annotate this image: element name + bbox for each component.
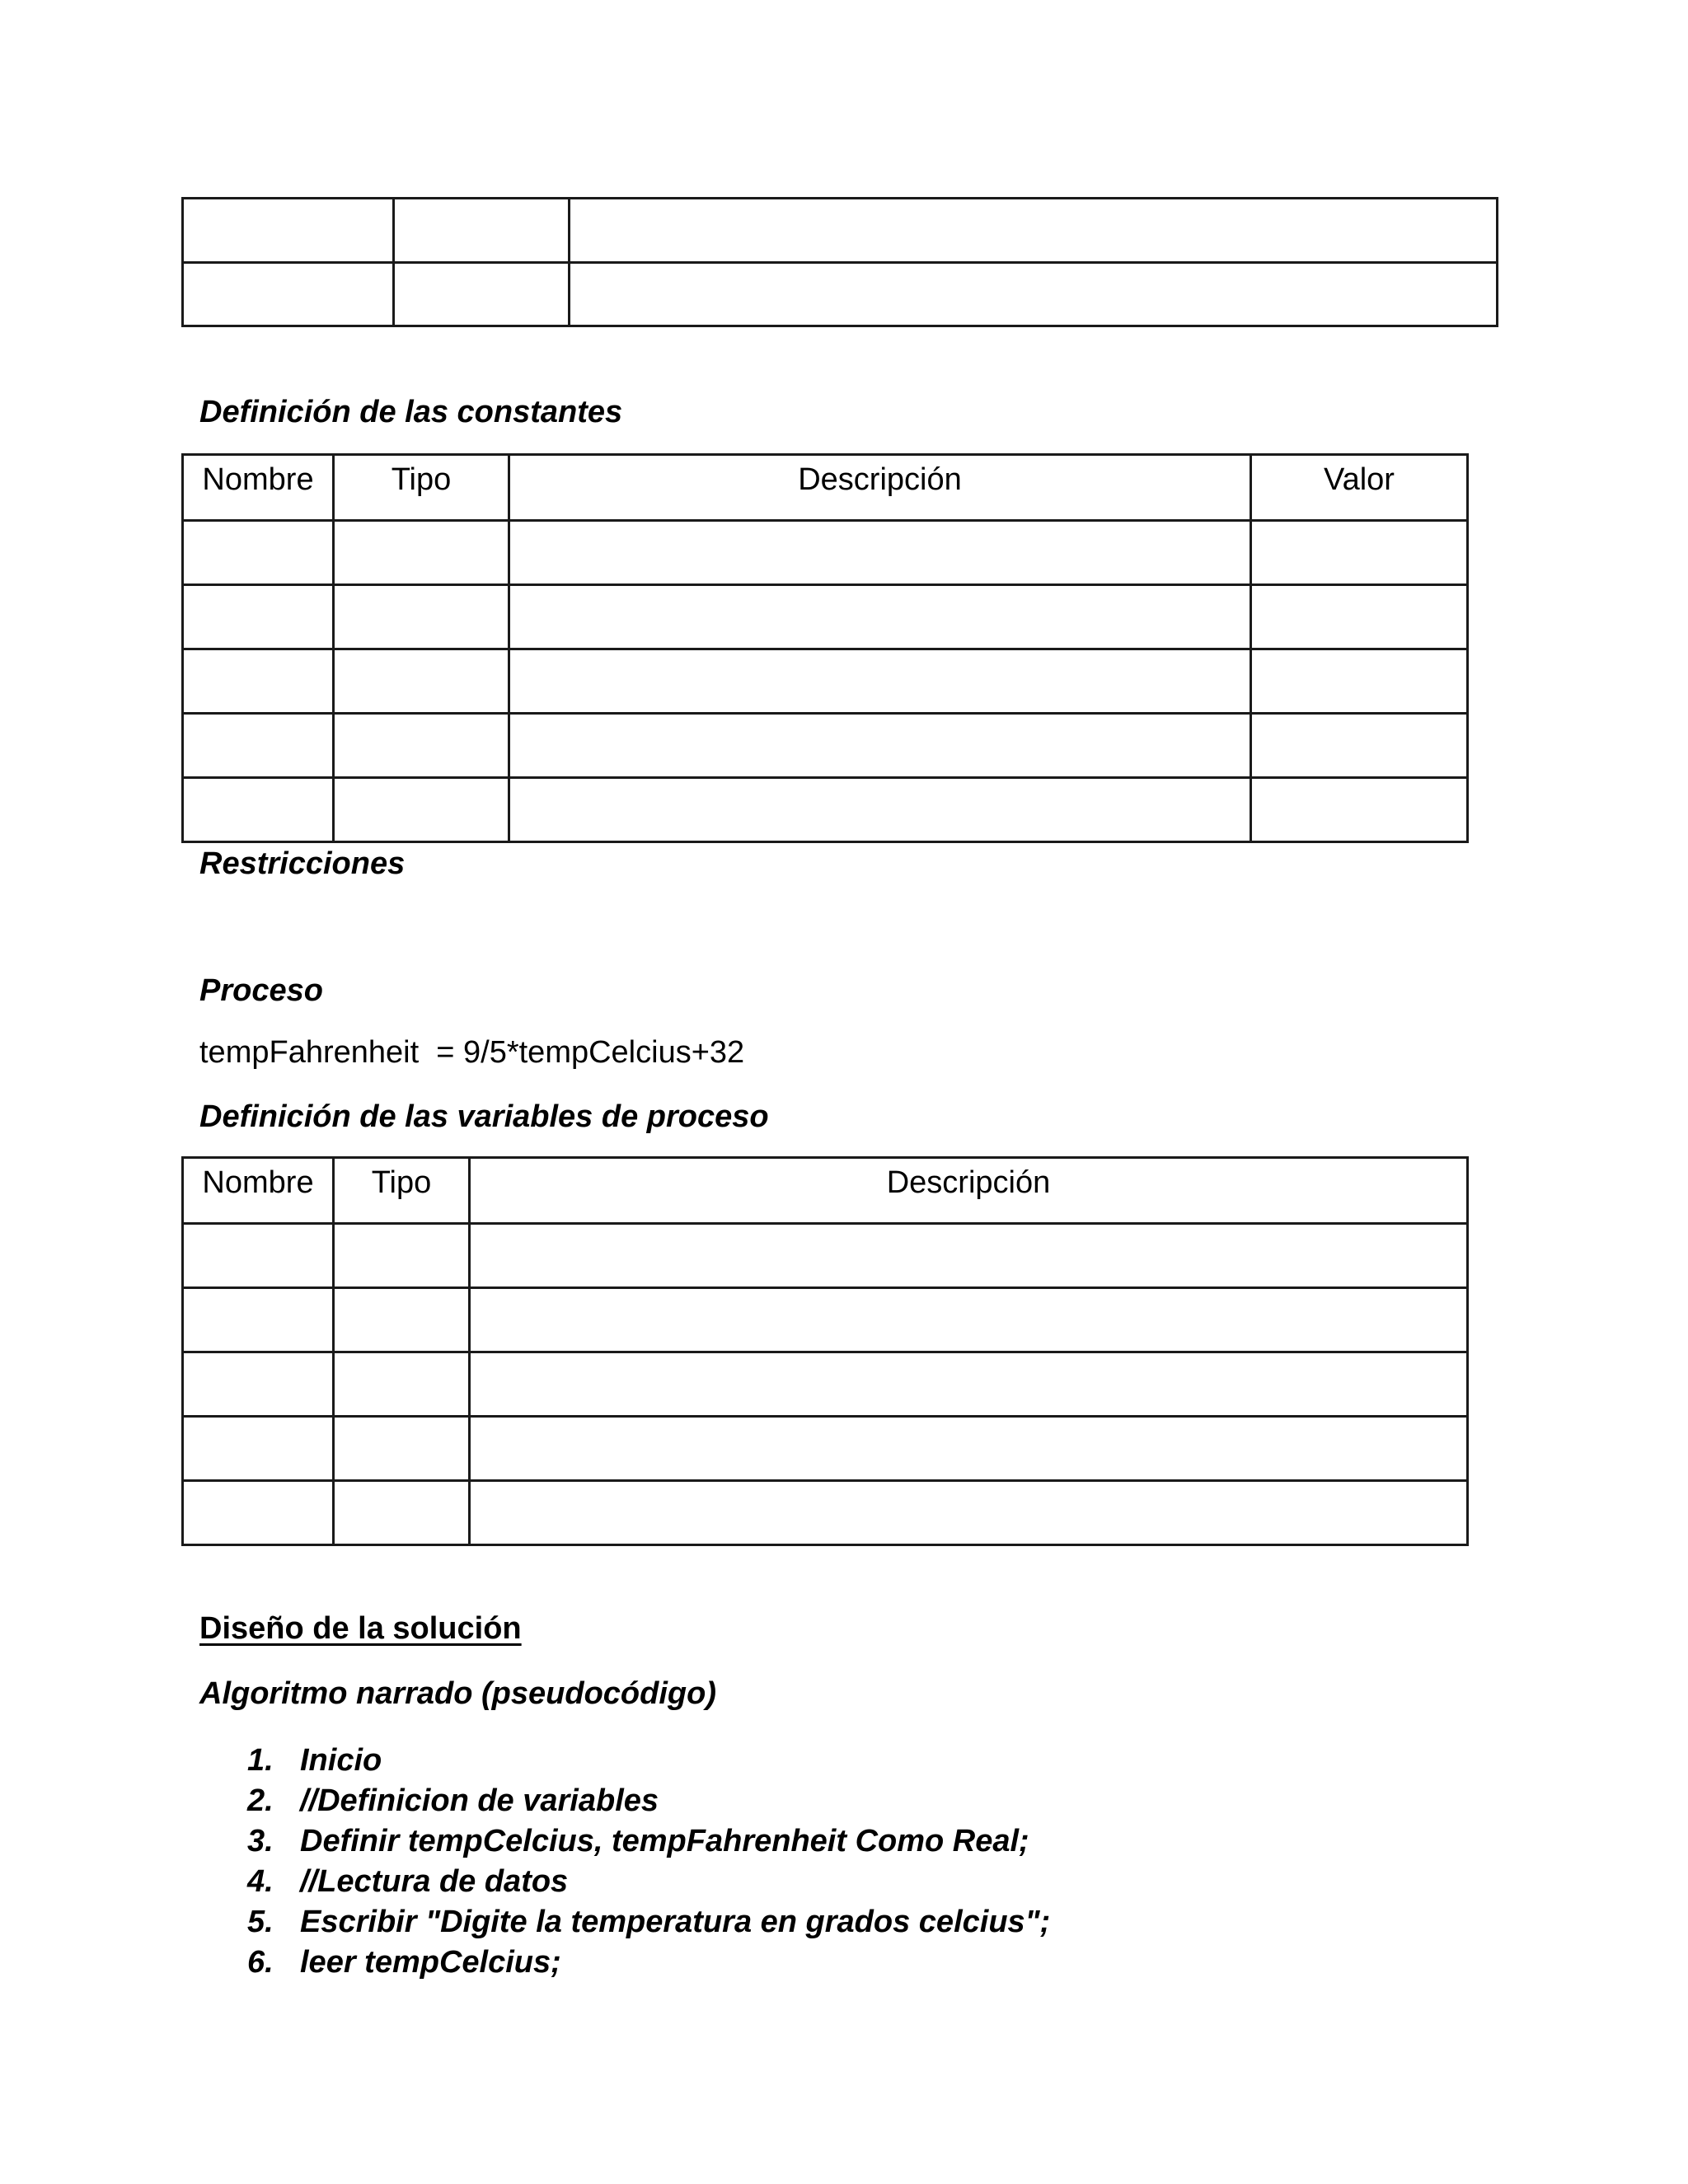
list-item-number: 6. xyxy=(247,1945,274,1980)
process-variables-table xyxy=(181,1156,1469,1546)
table-cell xyxy=(570,263,1498,326)
table-cell xyxy=(334,521,509,585)
list-item-number: 4. xyxy=(247,1864,274,1899)
table-row xyxy=(183,1417,1468,1481)
table-header-row xyxy=(183,1158,1468,1224)
table-cell xyxy=(509,649,1251,714)
table-cell xyxy=(394,263,570,326)
table-cell xyxy=(334,649,509,714)
table-cell xyxy=(334,778,509,842)
table-cell xyxy=(509,585,1251,649)
process-formula: tempFahrenheit = 9/5*tempCelcius+32 xyxy=(199,1035,745,1070)
table-cell xyxy=(334,1224,470,1288)
table-cell xyxy=(183,199,394,263)
solution-heading: Diseño de la solución xyxy=(199,1611,522,1646)
constants-heading: Definición de las constantes xyxy=(199,395,623,429)
column-header-valor: Valor xyxy=(1251,455,1468,521)
algorithm-heading: Algoritmo narrado (pseudocódigo) xyxy=(199,1676,716,1711)
list-item xyxy=(247,1943,1050,1983)
table-cell xyxy=(1251,778,1468,842)
table-cell xyxy=(1251,521,1468,585)
list-item xyxy=(247,1902,1050,1943)
table-row xyxy=(183,1352,1468,1417)
table-cell xyxy=(183,1417,334,1481)
process-heading: Proceso xyxy=(199,973,323,1008)
process-variables-heading: Definición de las variables de proceso xyxy=(199,1099,769,1134)
table-cell xyxy=(509,521,1251,585)
table-row xyxy=(183,1288,1468,1352)
table-cell xyxy=(509,714,1251,778)
column-header-nombre: Nombre xyxy=(183,455,334,521)
list-item-text: leer tempCelcius; xyxy=(300,1945,561,1980)
table-cell xyxy=(183,714,334,778)
table-cell xyxy=(183,585,334,649)
column-header-tipo: Tipo xyxy=(334,1158,470,1224)
list-item-text: //Lectura de datos xyxy=(300,1864,569,1899)
table-cell xyxy=(183,1288,334,1352)
table-cell xyxy=(183,649,334,714)
table-cell xyxy=(183,1352,334,1417)
list-item xyxy=(247,1862,1050,1902)
table-cell xyxy=(183,1224,334,1288)
table-cell xyxy=(509,778,1251,842)
table-row xyxy=(183,585,1468,649)
column-header-descripcion: Descripción xyxy=(509,455,1251,521)
table-cell xyxy=(183,778,334,842)
list-item-text: Inicio xyxy=(300,1743,382,1778)
table-cell xyxy=(394,199,570,263)
algorithm-steps-list xyxy=(247,1741,1050,1983)
column-header-descripcion: Descripción xyxy=(470,1158,1468,1224)
table-cell xyxy=(1251,649,1468,714)
list-item-number: 5. xyxy=(247,1905,274,1939)
list-item-number: 2. xyxy=(247,1783,274,1818)
table-cell xyxy=(334,1288,470,1352)
table-cell xyxy=(334,1417,470,1481)
list-item xyxy=(247,1781,1050,1821)
top-table xyxy=(181,197,1498,327)
table-cell xyxy=(470,1352,1468,1417)
table-cell xyxy=(470,1224,1468,1288)
column-header-tipo: Tipo xyxy=(334,455,509,521)
table-cell xyxy=(334,714,509,778)
table-cell xyxy=(1251,585,1468,649)
table-row xyxy=(183,714,1468,778)
constants-table xyxy=(181,453,1469,843)
list-item xyxy=(247,1741,1050,1781)
list-item-number: 3. xyxy=(247,1824,274,1858)
list-item-text: Escribir "Digite la temperatura en grados celcius"; xyxy=(300,1905,1051,1939)
column-header-nombre: Nombre xyxy=(183,1158,334,1224)
table-cell xyxy=(183,1481,334,1545)
table-cell xyxy=(334,585,509,649)
table-row xyxy=(183,649,1468,714)
table-row xyxy=(183,1481,1468,1545)
table-cell xyxy=(1251,714,1468,778)
list-item xyxy=(247,1821,1050,1862)
table-row xyxy=(183,199,1498,263)
table-row xyxy=(183,778,1468,842)
table-cell xyxy=(470,1288,1468,1352)
restrictions-heading: Restricciones xyxy=(199,846,406,881)
table-header-row xyxy=(183,455,1468,521)
table-cell xyxy=(470,1481,1468,1545)
table-cell xyxy=(334,1481,470,1545)
table-cell xyxy=(470,1417,1468,1481)
table-cell xyxy=(183,521,334,585)
table-row xyxy=(183,263,1498,326)
table-cell xyxy=(334,1352,470,1417)
list-item-text: Definir tempCelcius, tempFahrenheit Como Real; xyxy=(300,1824,1029,1858)
table-row xyxy=(183,1224,1468,1288)
list-item-number: 1. xyxy=(247,1743,274,1778)
table-cell xyxy=(183,263,394,326)
table-row xyxy=(183,521,1468,585)
list-item-text: //Definicion de variables xyxy=(300,1783,659,1818)
table-cell xyxy=(570,199,1498,263)
